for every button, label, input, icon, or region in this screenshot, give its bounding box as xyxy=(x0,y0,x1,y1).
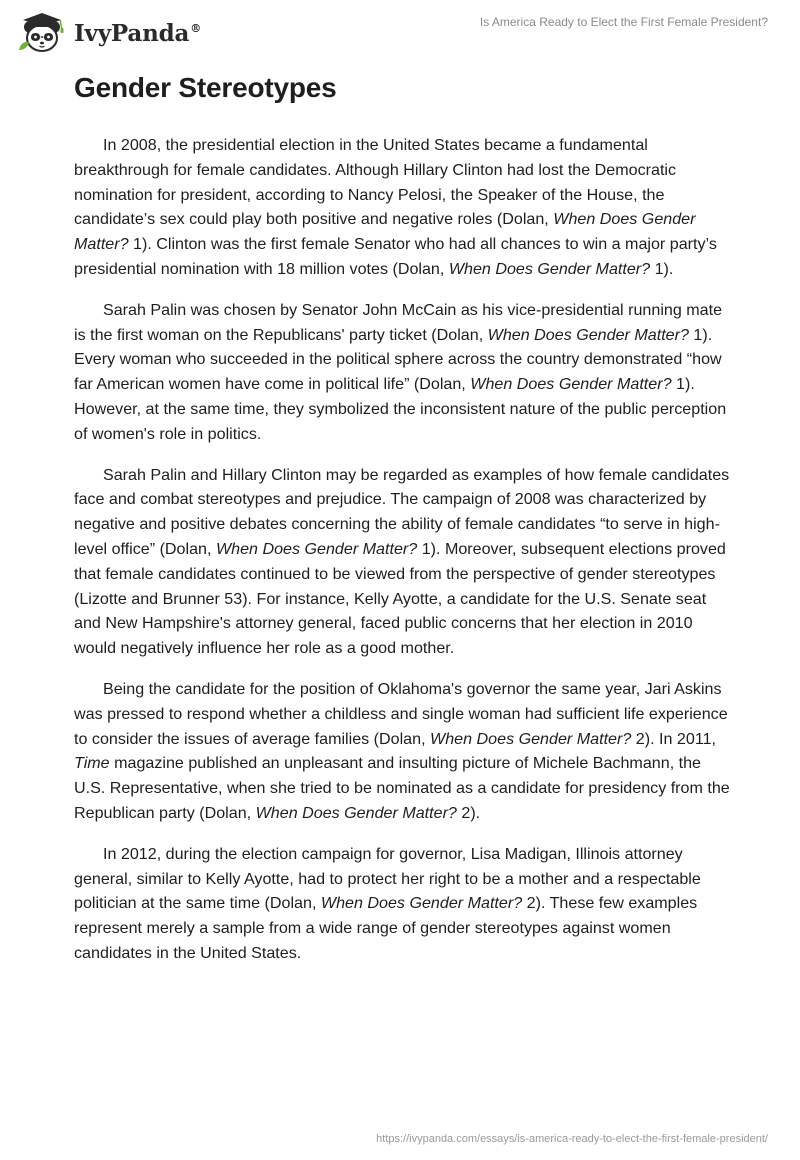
panda-graduation-cap-icon xyxy=(14,10,70,54)
paragraph-text: 1). Moreover, subsequent elections proved that female candidates continued to be viewed from the perspective of gender stereotypes (Lizotte and Brunner 53). For instance, Kelly Ayotte, a candidate for the U.S. Senate seat and New Hampshire's attorney general, faced public concerns that her election in 2010 would negatively influence her role as a good mother. xyxy=(74,539,726,658)
section-heading: Gender Stereotypes xyxy=(74,72,337,103)
paragraph xyxy=(74,298,734,447)
paragraph-text: Sarah Palin and Hillary Clinton may be regarded as examples of how female candidates face and combat stereotypes and prejudice. The campaign of 2008 was characterized by negative and positive debates concerning the ability of female candidates “to serve in high-level office” (Dolan, xyxy=(74,465,730,558)
italic-title: When Does Gender Matter? xyxy=(215,539,418,558)
paragraph xyxy=(74,463,734,661)
paragraph-text: Sarah Palin was chosen by Senator John McCain as his vice-presidential running mate is the first woman on the Republicans' party ticket (Dolan, xyxy=(74,300,723,344)
italic-title: Time xyxy=(74,754,110,773)
paragraph-text: In 2012, during the election campaign for governor, Lisa Madigan, Illinois attorney general, similar to Kelly Ayotte, had to protect her right to be a mother and a respectable politician at the same time (Dolan, xyxy=(74,844,701,913)
italic-title: When Does Gender Matter? xyxy=(448,259,651,278)
italic-title: When Does Gender Matter? xyxy=(487,325,689,344)
paragraph-text: 1). xyxy=(650,259,674,278)
paragraph-text: In 2008, the presidential election in the United States became a fundamental breakthrough for female candidates. Although Hillary Clinton had lost the Democratic nomination for president, according to Nancy Pelosi, the Speaker of the House, the candidate’s sex could play both positive and negative roles (Dolan, xyxy=(74,136,677,229)
paragraph xyxy=(74,842,734,966)
logo-wordmark xyxy=(74,20,201,47)
paragraph-text: 1). However, at the same time, they symbolized the inconsistent nature of the public perception of women's role in politics. xyxy=(74,375,727,443)
paragraph-text: magazine published an unpleasant and insulting picture of Michele Bachmann, the U.S. Representative, when she tried to be nominated as a candidate for presidency from the Republican party (Dolan, xyxy=(74,754,730,822)
page-header xyxy=(0,0,800,70)
paragraph-text: 2). In 2011, xyxy=(631,729,717,748)
italic-title: When Does Gender Matter? xyxy=(255,803,457,822)
article-body xyxy=(74,133,734,982)
paragraph-text: Being the candidate for the position of Oklahoma's governor the same year, Jari Askins was pressed to respond whether a childless and single woman had sufficient life experience to consider the issues of average families (Dolan, xyxy=(74,679,728,748)
paragraph-text: 1). Clinton was the first female Senator who had all chances to win a major party’s presidential nomination with 18 million votes (Dolan, xyxy=(74,235,717,278)
logo-name: IvyPanda xyxy=(74,19,190,47)
italic-title: When Does Gender Matter? xyxy=(430,729,632,748)
italic-title: When Does Gender Matter? xyxy=(74,210,696,254)
paragraph-text: 2). These few examples represent merely a sample from a wide range of gender stereotypes against women candidates in the United States. xyxy=(74,894,698,962)
ivypanda-logo[interactable] xyxy=(14,10,201,54)
italic-title: When Does Gender Matter? xyxy=(470,375,672,394)
paragraph xyxy=(74,677,734,826)
paragraph-text: 2). xyxy=(456,803,481,822)
document-title: Is America Ready to Elect the First Female President? xyxy=(479,15,768,29)
paragraph-text: 1). Every woman who succeeded in the political sphere across the country demonstrated “how far American women have come in political life” (Dolan, xyxy=(74,325,722,394)
source-url[interactable]: https://ivypanda.com/essays/is-america-ready-to-elect-the-first-female-president/ xyxy=(376,1133,768,1145)
paragraph xyxy=(74,133,734,282)
registered-mark: ® xyxy=(190,21,201,35)
italic-title: When Does Gender Matter? xyxy=(320,894,523,913)
